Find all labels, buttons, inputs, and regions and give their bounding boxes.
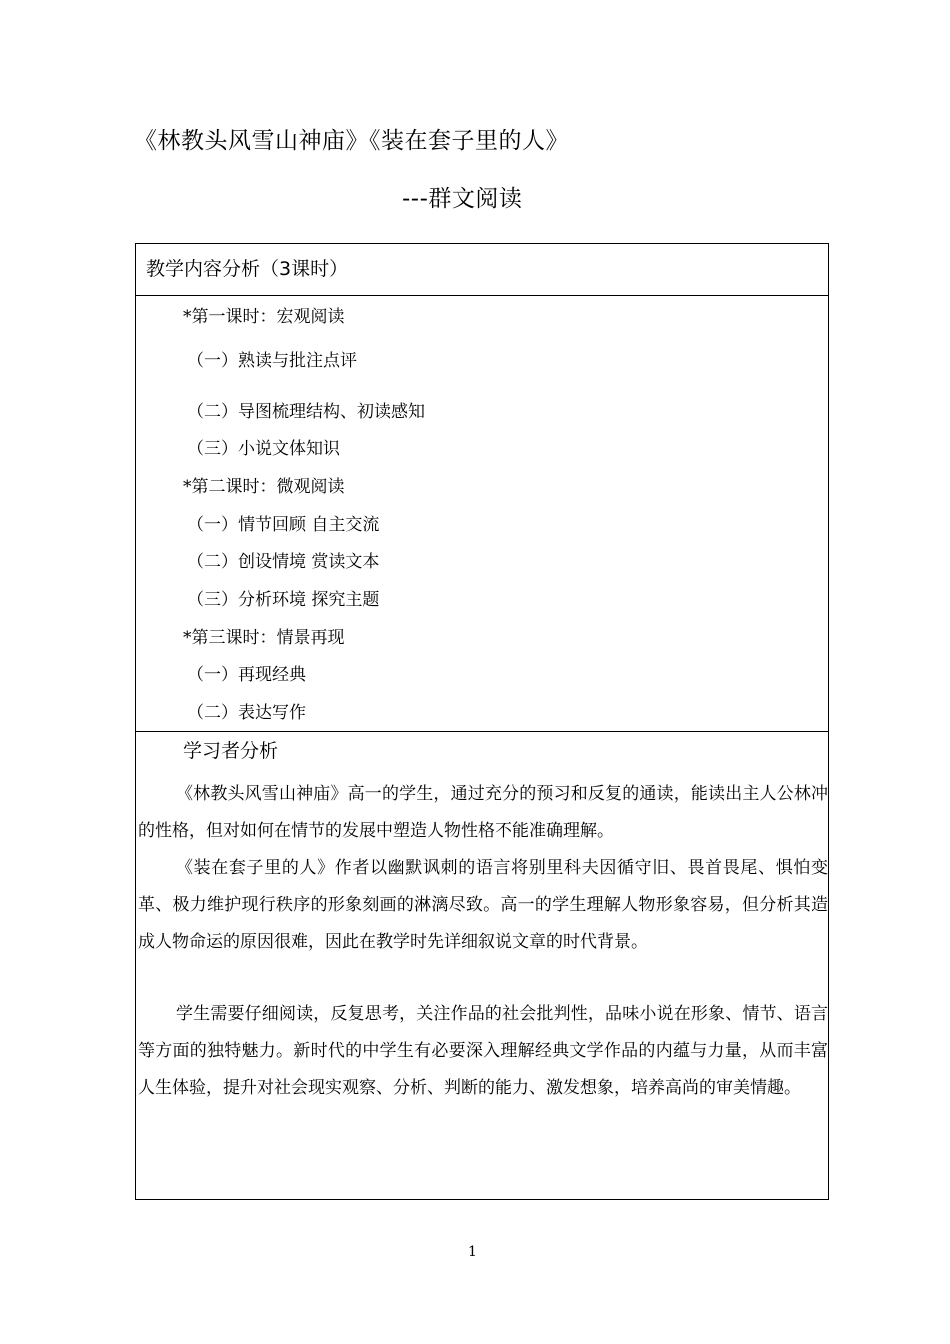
lesson-1-title: *第一课时：宏观阅读 xyxy=(183,307,345,327)
analysis-paragraph-2: 《装在套子里的人》作者以幽默讽刺的语言将别里科夫因循守旧、畏首畏尾、惧怕变革、极力维护现行秩序的形象刻画的淋漓尽致。高一的学生理解人物形象容易，但分析其造成人物命运的原因很难，因此在教学时先详细叙说文章的时代背景。 xyxy=(138,858,828,952)
analysis-paragraph-1: 《林教头风雪山神庙》高一的学生，通过充分的预习和反复的通读，能读出主人公林冲的性格，但对如何在情节的发展中塑造人物性格不能准确理解。 xyxy=(138,784,828,841)
lesson-2-item-3: （三）分析环境 探究主题 xyxy=(187,590,380,610)
lesson-3-title: *第三课时：情景再现 xyxy=(183,628,345,648)
teaching-content-heading: 教学内容分析（3课时） xyxy=(146,258,349,280)
lesson-1-item-1: （一）熟读与批注点评 xyxy=(187,351,357,371)
lesson-2-title: *第二课时：微观阅读 xyxy=(183,477,345,497)
document-subtitle: ---群文阅读 xyxy=(402,186,523,212)
lesson-1-item-3: （三）小说文体知识 xyxy=(187,439,340,459)
lesson-2-item-2: （二）创设情境 赏读文本 xyxy=(187,552,380,572)
learner-analysis-heading: 学习者分析 xyxy=(183,740,279,762)
table-divider xyxy=(136,295,828,296)
table-divider xyxy=(136,731,828,732)
lesson-table xyxy=(135,243,829,1200)
lesson-3-item-1: （一）再现经典 xyxy=(187,665,306,685)
analysis-paragraph-3: 学生需要仔细阅读，反复思考，关注作品的社会批判性，品味小说在形象、情节、语言等方面的独特魅力。新时代的中学生有必要深入理解经典文学作品的内蕴与力量，从而丰富人生体验，提升对社会现实观察、分析、判断的能力、激发想象，培养高尚的审美情趣。 xyxy=(138,1004,828,1098)
page-number: 1 xyxy=(468,1244,477,1260)
lesson-3-item-2: （二）表达写作 xyxy=(187,703,306,723)
lesson-1-item-2: （二）导图梳理结构、初读感知 xyxy=(187,402,425,422)
lesson-2-item-1: （一）情节回顾 自主交流 xyxy=(187,515,380,535)
document-title: 《林教头风雪山神庙》《装在套子里的人》 xyxy=(134,128,569,154)
